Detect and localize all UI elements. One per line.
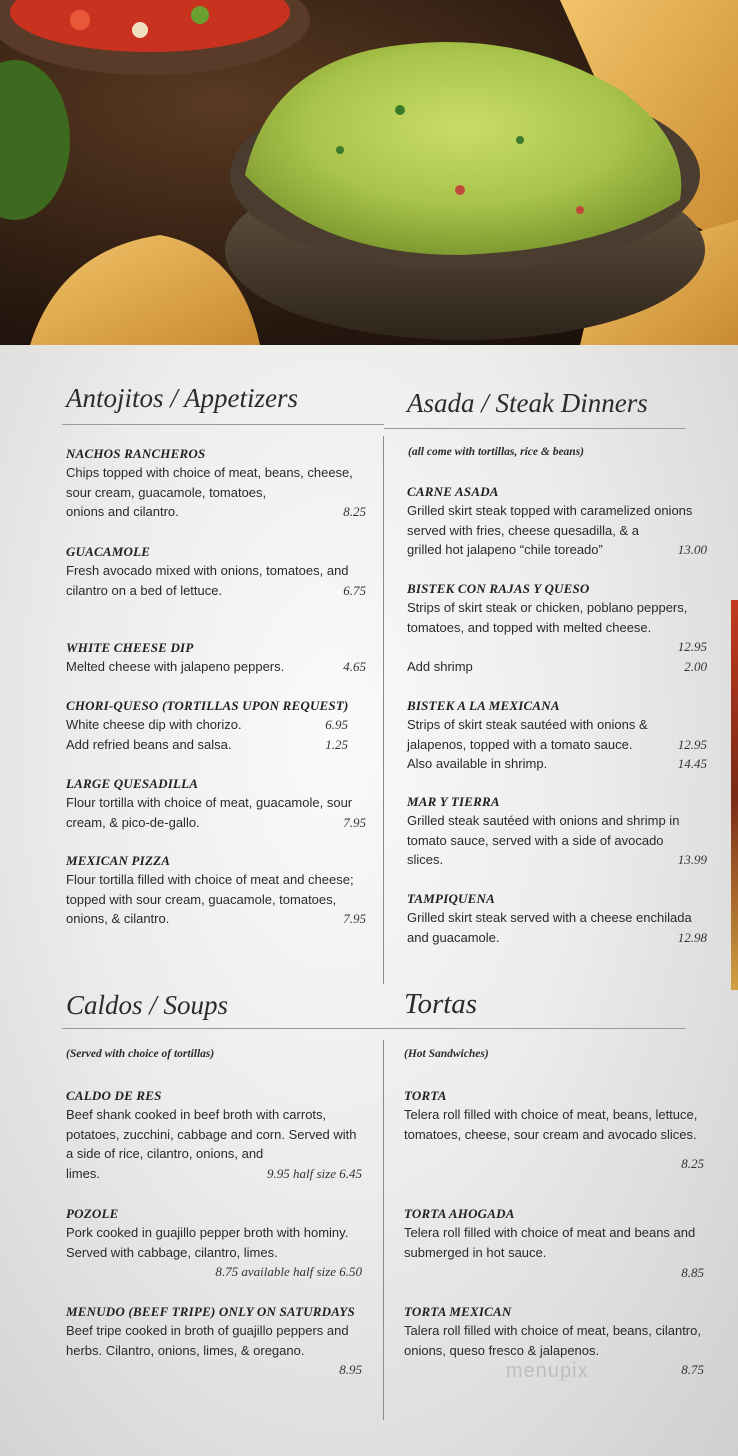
item-desc: Grilled skirt steak served with a cheese enchilada (407, 910, 692, 925)
item-price-line (407, 754, 707, 774)
menu-item-torta (404, 1086, 704, 1174)
item-price-line (66, 735, 366, 755)
item-desc-line: jalapenos, topped with a tomato sauce. (407, 736, 633, 752)
item-price: 6.95 (325, 717, 348, 732)
item-price-line (407, 657, 707, 677)
photo-edge-strip (731, 600, 738, 990)
item-price-line (66, 715, 366, 735)
item-name: BISTEK A LA MEXICANA (407, 698, 560, 713)
item-name: TAMPIQUENA (407, 891, 495, 906)
item-desc: Telera roll filled with choice of meat, beans, lettuce, tomatoes, cheese, sour cream and avocado slices. (404, 1107, 698, 1142)
item-desc: Flour tortilla filled with choice of meat and cheese; topped with sour cream, guacamole, tomatoes, (66, 872, 354, 907)
item-price: 13.00 (677, 542, 707, 557)
tortas-title: Tortas (404, 988, 478, 1020)
item-price: 13.99 (677, 852, 707, 867)
item-desc-last: limes. (66, 1165, 100, 1181)
item-price-line (407, 928, 707, 948)
menu-item-tampiquena (407, 889, 707, 947)
menu-item-mar-y-tierra (407, 792, 707, 870)
item-price-line (407, 850, 707, 870)
soups-rule (62, 1028, 384, 1029)
item-price-line (66, 1164, 366, 1184)
item-name: POZOLE (66, 1206, 119, 1221)
item-name: MEXICAN PIZZA (66, 853, 171, 868)
item-price: 2.00 (684, 658, 707, 674)
menu-item-chori-queso (66, 696, 366, 754)
steak-title: Asada / Steak Dinners (407, 388, 648, 418)
item-desc-last: cream, & pico-de-gallo. (66, 814, 200, 830)
menu-item-mexican-pizza (66, 851, 366, 929)
appetizers-title: Antojitos / Appetizers (66, 383, 299, 413)
item-desc: Telera roll filled with choice of meat and beans and submerged in hot sauce. (404, 1225, 696, 1260)
item-name: CARNE ASADA (407, 484, 499, 499)
item-name: WHITE CHEESE DIP (66, 640, 194, 655)
item-desc: Pork cooked in guajillo pepper broth with hominy. Served with cabbage, cilantro, limes. (66, 1225, 349, 1260)
steak-note: (all come with tortillas, rice & beans) (408, 446, 585, 458)
item-desc-last: cilantro on a bed of lettuce. (66, 582, 223, 598)
item-price: 8.25 (343, 504, 366, 519)
item-desc: Grilled steak sautéed with onions and shrimp in tomato sauce, served with a side of avocado (407, 813, 680, 848)
tortas-rule (384, 1028, 686, 1029)
menu-item-large-quesadilla (66, 774, 366, 832)
item-price-line (66, 581, 366, 601)
item-desc: Talera roll filled with choice of meat, beans, cilantro, onions, queso fresco & jalapenos. (404, 1323, 701, 1358)
item-price-line (407, 735, 707, 755)
guacamole-bowl-illustration (0, 0, 738, 345)
tortas-note: (Hot Sandwiches) (404, 1048, 489, 1060)
item-desc: Fresh avocado mixed with onions, tomatoes, and (66, 563, 349, 578)
menu-item-carne-asada (407, 482, 707, 560)
item-desc-line: White cheese dip with chorizo. (66, 717, 242, 732)
item-name: MENUDO (BEEF TRIPE) ONLY ON SATURDAYS (66, 1304, 355, 1319)
item-desc-last: grilled hot jalapeno “chile toreado” (407, 542, 603, 557)
item-name: GUACAMOLE (66, 544, 151, 559)
item-price-line (66, 909, 366, 929)
item-price: 8.85 (681, 1265, 704, 1280)
item-desc: Chips topped with choice of meat, beans, cheese, sour cream, guacamole, tomatoes, (66, 465, 353, 500)
item-price: 8.75 (681, 1362, 704, 1377)
item-price: 6.75 (343, 582, 366, 598)
item-price: 7.95 (343, 814, 366, 830)
menu-item-pozole (66, 1204, 366, 1282)
item-price: 4.65 (343, 659, 366, 674)
item-price: 7.95 (343, 911, 366, 926)
column-divider-bottom (383, 1040, 384, 1420)
item-price: 14.45 (677, 756, 707, 771)
item-desc-line: Add shrimp (407, 658, 473, 674)
menu-item-white-cheese-dip (66, 638, 366, 677)
item-desc-last: onions, & cilantro. (66, 911, 170, 926)
soups-note: (Served with choice of tortillas) (66, 1048, 215, 1060)
item-desc: Strips of skirt steak or chicken, poblano peppers, tomatoes, and topped with melted cheese. (407, 600, 688, 635)
item-name: BISTEK CON RAJAS Y QUESO (407, 581, 590, 596)
item-name: LARGE QUESADILLA (66, 776, 199, 791)
item-price: 8.75 available half size 6.50 (215, 1264, 362, 1279)
item-price-line (66, 813, 366, 833)
item-desc-last: and guacamole. (407, 929, 500, 945)
item-price: 8.95 (339, 1362, 362, 1377)
steak-rule (384, 428, 686, 429)
item-desc-last: Melted cheese with jalapeno peppers. (66, 659, 285, 674)
item-desc: Flour tortilla with choice of meat, guacamole, sour (66, 795, 353, 810)
item-price-line (66, 657, 366, 677)
item-price-line (66, 502, 366, 522)
menupix-watermark: menupix (506, 1360, 589, 1382)
item-price: 12.95 (677, 639, 707, 654)
item-price: 12.95 (677, 736, 707, 752)
item-name: TORTA MEXICAN (404, 1304, 512, 1319)
item-desc: Strips of skirt steak sautéed with onions & (407, 717, 648, 732)
menu-item-bistek-mexicana (407, 696, 707, 774)
item-desc: Beef shank cooked in beef broth with carrots, potatoes, zucchini, cabbage and corn. Served with a side of rice, cilantro, onions, and (66, 1107, 357, 1161)
column-divider-top (383, 436, 384, 984)
item-price: 9.95 half size 6.45 (267, 1165, 362, 1181)
menu-item-menudo (66, 1302, 366, 1380)
soups-title: Caldos / Soups (66, 990, 229, 1020)
item-name: CALDO DE RES (66, 1088, 162, 1103)
hero-photo-guacamole (0, 0, 738, 345)
item-name: MAR Y TIERRA (407, 794, 500, 809)
item-name: TORTA (404, 1088, 447, 1103)
menu-item-nachos (66, 444, 366, 522)
item-desc-line: Add refried beans and salsa. (66, 736, 232, 752)
menu-item-caldo-de-res (66, 1086, 366, 1183)
menu-item-torta-ahogada (404, 1204, 704, 1283)
item-desc: Grilled skirt steak topped with caramelized onions served with fries, cheese quesadilla, & a (407, 503, 693, 538)
item-name: TORTA AHOGADA (404, 1206, 515, 1221)
menu-item-bistek-rajas (407, 579, 707, 676)
item-name: CHORI-QUESO (TORTILLAS UPON REQUEST) (66, 698, 349, 713)
item-name: NACHOS RANCHEROS (66, 446, 206, 461)
item-desc-last: slices. (407, 852, 444, 867)
item-price: 12.98 (677, 929, 707, 945)
item-price: 1.25 (325, 736, 348, 752)
item-price-line (407, 540, 707, 560)
item-desc-line: Also available in shrimp. (407, 756, 548, 771)
menu-item-guacamole (66, 542, 366, 600)
item-desc: Beef tripe cooked in broth of guajillo peppers and herbs. Cilantro, onions, limes, & oregano. (66, 1323, 349, 1358)
item-price: 8.25 (681, 1156, 704, 1171)
item-desc-last: onions and cilantro. (66, 504, 179, 519)
appetizers-rule (62, 424, 384, 425)
